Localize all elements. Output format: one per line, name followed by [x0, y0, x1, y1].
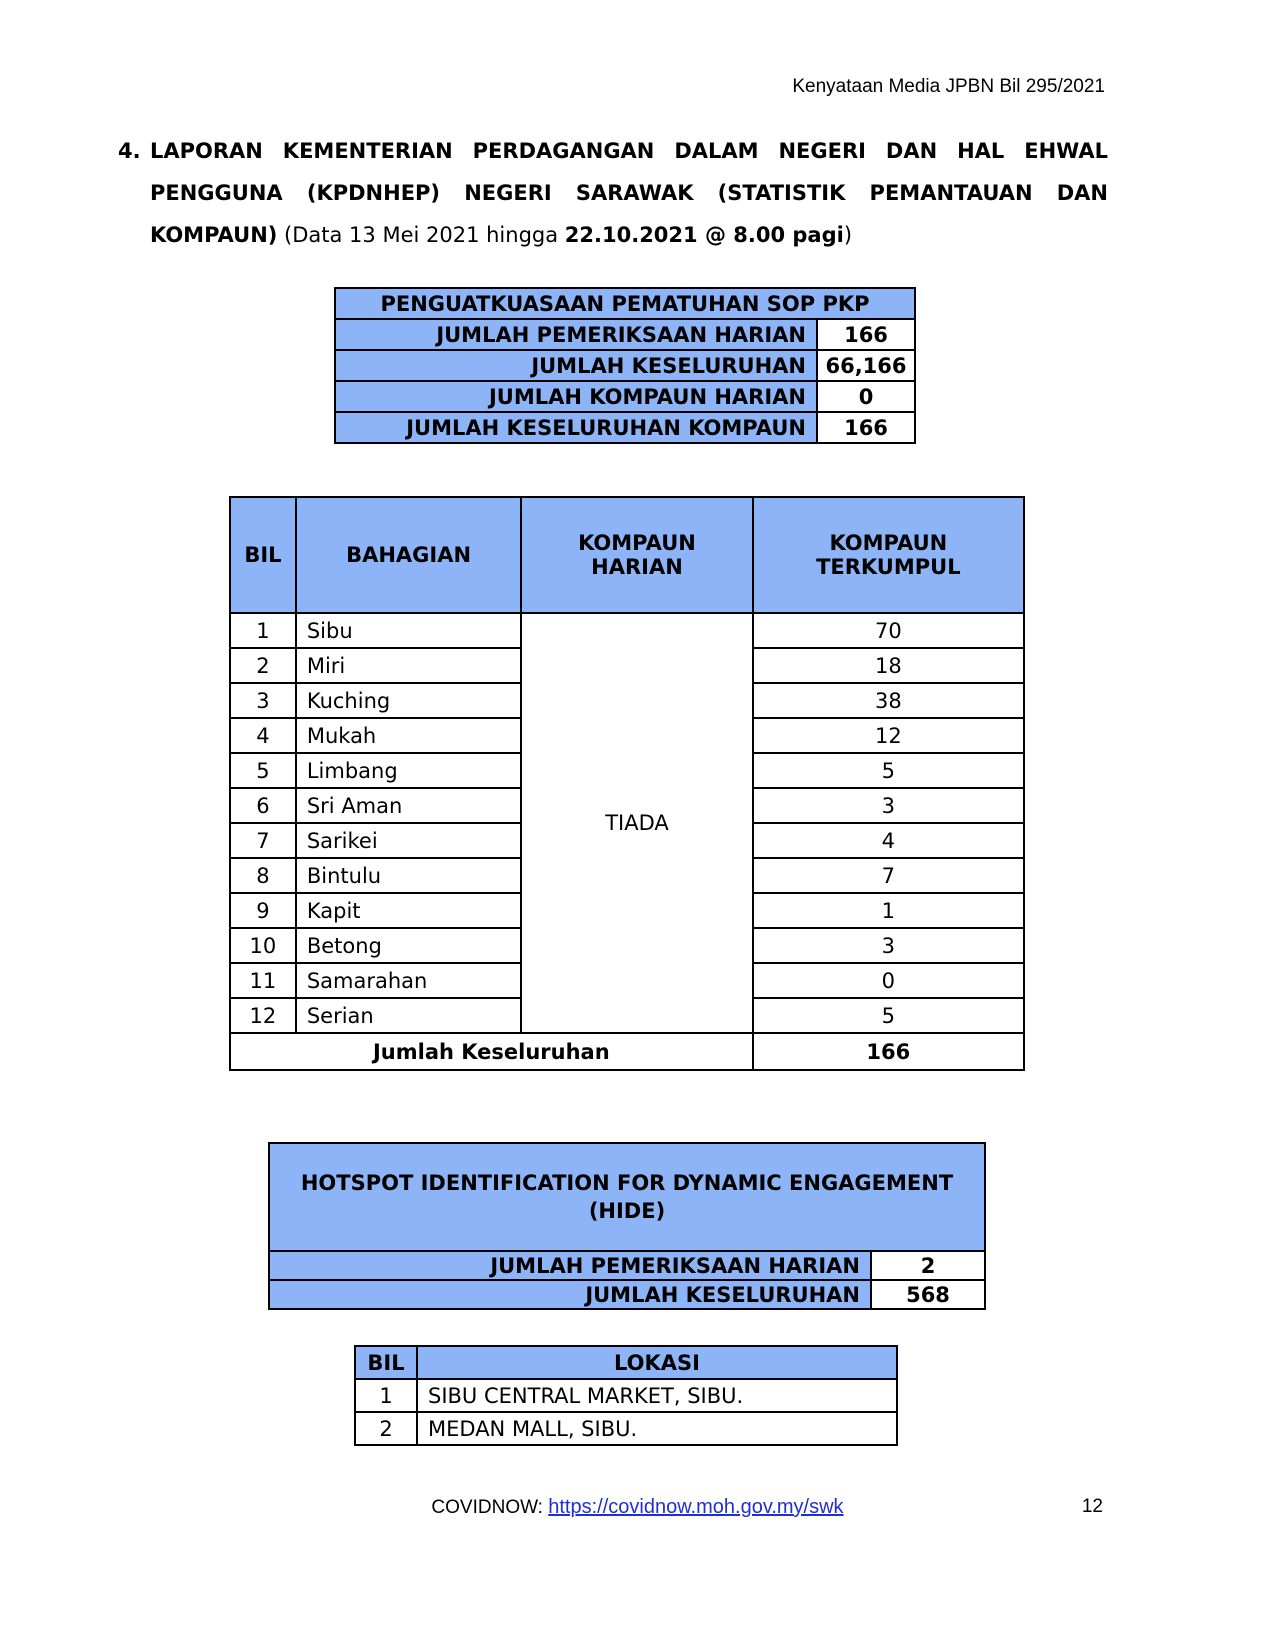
kompaun-harian-value: TIADA	[521, 613, 752, 1033]
header-text: KOMPAUN	[829, 531, 948, 555]
header-kompaun-harian	[521, 497, 752, 613]
hide-table	[268, 1142, 986, 1310]
sop-row-label: JUMLAH KOMPAUN HARIAN	[335, 381, 817, 412]
header-kompaun-terkumpul	[753, 497, 1024, 613]
total-value: 166	[753, 1033, 1024, 1070]
total-label: Jumlah Keseluruhan	[230, 1033, 753, 1070]
heading-data-range: (Data 13 Mei 2021 hingga	[277, 223, 565, 247]
row-terkumpul: 5	[753, 753, 1024, 788]
lokasi-table	[354, 1345, 898, 1446]
row-terkumpul: 1	[753, 893, 1024, 928]
row-terkumpul: 3	[753, 928, 1024, 963]
hide-table-title	[269, 1143, 985, 1251]
row-bil: 12	[230, 998, 296, 1033]
row-lokasi: MEDAN MALL, SIBU.	[417, 1412, 897, 1445]
row-terkumpul: 38	[753, 683, 1024, 718]
table-row	[269, 1280, 985, 1309]
row-bahagian: Kapit	[296, 893, 521, 928]
header-text: HARIAN	[591, 555, 683, 579]
row-bahagian: Miri	[296, 648, 521, 683]
table-row	[335, 381, 915, 412]
heading-line-3	[150, 214, 1108, 256]
sop-row-value: 66,166	[817, 350, 915, 381]
sop-row-value: 0	[817, 381, 915, 412]
row-bahagian: Limbang	[296, 753, 521, 788]
row-bil: 10	[230, 928, 296, 963]
table-row	[269, 1251, 985, 1280]
page-number: 12	[1081, 1496, 1103, 1517]
row-terkumpul: 5	[753, 998, 1024, 1033]
row-bil: 1	[355, 1379, 417, 1412]
document-reference: Kenyataan Media JPBN Bil 295/2021	[792, 76, 1105, 97]
row-bil: 3	[230, 683, 296, 718]
table-row	[335, 319, 915, 350]
row-bil: 5	[230, 753, 296, 788]
row-bil: 2	[230, 648, 296, 683]
header-text: TERKUMPUL	[816, 555, 961, 579]
header-text: KOMPAUN	[578, 531, 696, 555]
row-bahagian: Mukah	[296, 718, 521, 753]
row-bil: 4	[230, 718, 296, 753]
section-number: 4.	[118, 139, 141, 163]
row-bil: 1	[230, 613, 296, 648]
row-bil: 11	[230, 963, 296, 998]
sop-row-label: JUMLAH KESELURUHAN KOMPAUN	[335, 412, 817, 443]
row-terkumpul: 7	[753, 858, 1024, 893]
sop-row-label: JUMLAH PEMERIKSAAN HARIAN	[335, 319, 817, 350]
hide-title-line-2: (HIDE)	[588, 1199, 666, 1223]
hide-row-label: JUMLAH KESELURUHAN	[269, 1280, 871, 1309]
row-bahagian: Samarahan	[296, 963, 521, 998]
table-row	[355, 1379, 897, 1412]
heading-date: 22.10.2021 @ 8.00 pagi	[564, 223, 844, 247]
hide-row-value: 2	[871, 1251, 985, 1280]
heading-line-1: LAPORAN KEMENTERIAN PERDAGANGAN DALAM NEGERI DAN HAL EHWAL	[150, 139, 1108, 163]
row-terkumpul: 70	[753, 613, 1024, 648]
kompaun-by-division-table	[229, 496, 1025, 1071]
row-bil: 9	[230, 893, 296, 928]
covidnow-link[interactable]: https://covidnow.moh.gov.my/swk	[548, 1496, 844, 1518]
header-lokasi: LOKASI	[417, 1346, 897, 1379]
row-terkumpul: 3	[753, 788, 1024, 823]
total-row	[230, 1033, 1024, 1070]
header-bahagian: BAHAGIAN	[296, 497, 521, 613]
row-bil: 7	[230, 823, 296, 858]
row-bahagian: Sri Aman	[296, 788, 521, 823]
row-bahagian: Sibu	[296, 613, 521, 648]
row-bahagian: Kuching	[296, 683, 521, 718]
hide-row-value: 568	[871, 1280, 985, 1309]
row-terkumpul: 4	[753, 823, 1024, 858]
sop-table-title: PENGUATKUASAAN PEMATUHAN SOP PKP	[335, 288, 915, 319]
section-heading	[118, 130, 1108, 256]
sop-enforcement-table	[334, 287, 916, 444]
sop-row-label: JUMLAH KESELURUHAN	[335, 350, 817, 381]
row-lokasi: SIBU CENTRAL MARKET, SIBU.	[417, 1379, 897, 1412]
heading-line-2: PENGGUNA (KPDNHEP) NEGERI SARAWAK (STATISTIK PEMANTAUAN DAN	[150, 181, 1108, 205]
heading-close: )	[843, 223, 853, 247]
header-bil: BIL	[355, 1346, 417, 1379]
row-bahagian: Bintulu	[296, 858, 521, 893]
header-bil: BIL	[230, 497, 296, 613]
table-row	[335, 350, 915, 381]
heading-line-3-bold: KOMPAUN)	[150, 223, 278, 247]
hide-row-label: JUMLAH PEMERIKSAAN HARIAN	[269, 1251, 871, 1280]
sop-row-value: 166	[817, 319, 915, 350]
row-bahagian: Sarikei	[296, 823, 521, 858]
row-terkumpul: 18	[753, 648, 1024, 683]
table-row	[230, 613, 1024, 648]
footer-label: COVIDNOW:	[431, 1497, 549, 1518]
row-bil: 6	[230, 788, 296, 823]
row-bahagian: Betong	[296, 928, 521, 963]
row-bahagian: Serian	[296, 998, 521, 1033]
table-row	[335, 412, 915, 443]
row-bil: 2	[355, 1412, 417, 1445]
row-terkumpul: 0	[753, 963, 1024, 998]
hide-title-line-1: HOTSPOT IDENTIFICATION FOR DYNAMIC ENGAGEMENT	[300, 1171, 954, 1195]
table-row	[355, 1412, 897, 1445]
row-terkumpul: 12	[753, 718, 1024, 753]
sop-row-value: 166	[817, 412, 915, 443]
row-bil: 8	[230, 858, 296, 893]
